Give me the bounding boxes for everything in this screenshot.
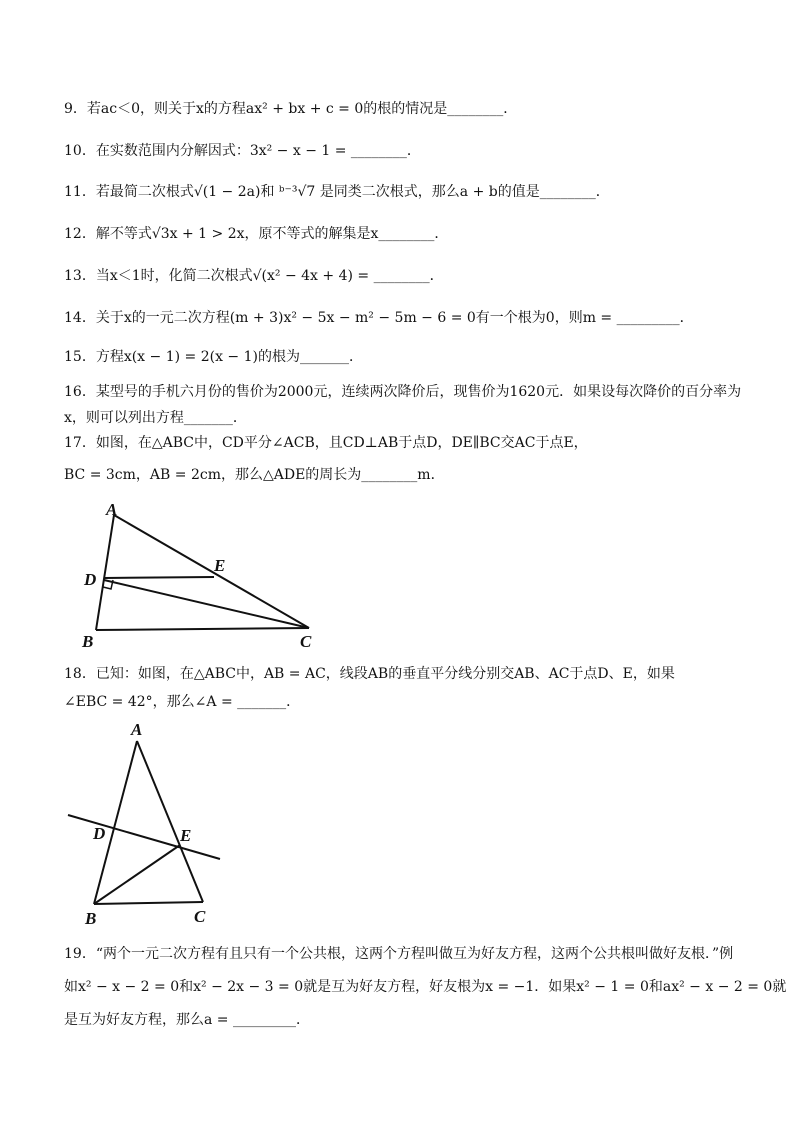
- label-B: B: [85, 909, 97, 928]
- segment-AC: [137, 741, 203, 902]
- question-10: 10．在实数范围内分解因式：3x² − x − 1 = ________．: [64, 143, 421, 159]
- question-9: 9．若ac＜0，则关于x的方程ax² + bx + c = 0的根的情况是________．: [64, 101, 518, 117]
- question-19-line-2: 如x² − x − 2 = 0和x² − 2x − 3 = 0就是互为好友方程，好友根为x = −1．如果x² − 1 = 0和ax² − x − 2 = 0就: [64, 979, 787, 995]
- label-B: B: [82, 632, 94, 651]
- question-16-line-2: x，则可以列出方程_______．: [64, 410, 247, 426]
- segment-BC: [94, 902, 203, 904]
- figure-18-triangle: [60, 714, 230, 928]
- question-16-line-1: 16．某型号的手机六月份的售价为2000元，连续两次降价后，现售价为1620元．如果设每次降价的百分率为: [64, 384, 742, 400]
- question-15: 15．方程x(x − 1) = 2(x − 1)的根为_______．: [64, 349, 363, 365]
- question-19-line-1: 19．“两个一元二次方程有且只有一个公共根，这两个方程叫做互为好友方程，这两个公共根叫做好友根．”例: [64, 946, 734, 962]
- question-12: 12．解不等式√3x + 1 > 2x，原不等式的解集是x________．: [64, 226, 449, 242]
- segment-AC: [114, 515, 309, 628]
- figure-17-triangle: [74, 495, 334, 655]
- segment-CD: [104, 580, 309, 628]
- label-C: C: [300, 632, 312, 651]
- label-E: E: [180, 826, 192, 845]
- question-13: 13．当x＜1时，化简二次根式√(x² − 4x + 4) = ________．: [64, 268, 444, 284]
- perpendicular-bisector: [68, 815, 220, 859]
- label-C: C: [194, 907, 206, 926]
- question-18-line-1: 18．已知：如图，在△ABC中，AB = AC，线段AB的垂直平分线分别交AB、AC于点D、E，如果: [64, 666, 675, 682]
- label-D: D: [84, 570, 97, 589]
- question-14: 14．关于x的一元二次方程(m + 3)x² − 5x − m² − 5m − 6 = 0有一个根为0，则m = _________．: [64, 310, 694, 326]
- question-18-line-2: ∠EBC = 42°，那么∠A = _______．: [64, 694, 301, 710]
- question-17-line-2: BC = 3cm，AB = 2cm，那么△ADE的周长为________m．: [64, 467, 445, 483]
- segment-BC: [96, 628, 309, 630]
- label-E: E: [214, 556, 226, 575]
- question-19-line-3: 是互为好友方程，那么a = _________．: [64, 1012, 310, 1028]
- question-11: 11．若最简二次根式√(1 − 2a)和 ᵇ⁻³√7 是同类二次根式，那么a + b的值是________．: [64, 184, 610, 200]
- question-17-line-1: 17．如图，在△ABC中，CD平分∠ACB，且CD⊥AB于点D，DE∥BC交AC于点E，: [64, 435, 588, 451]
- segment-AB: [96, 515, 114, 630]
- label-D: D: [93, 824, 106, 843]
- label-A: A: [131, 720, 143, 739]
- label-A: A: [106, 500, 118, 519]
- segment-DE: [104, 577, 214, 578]
